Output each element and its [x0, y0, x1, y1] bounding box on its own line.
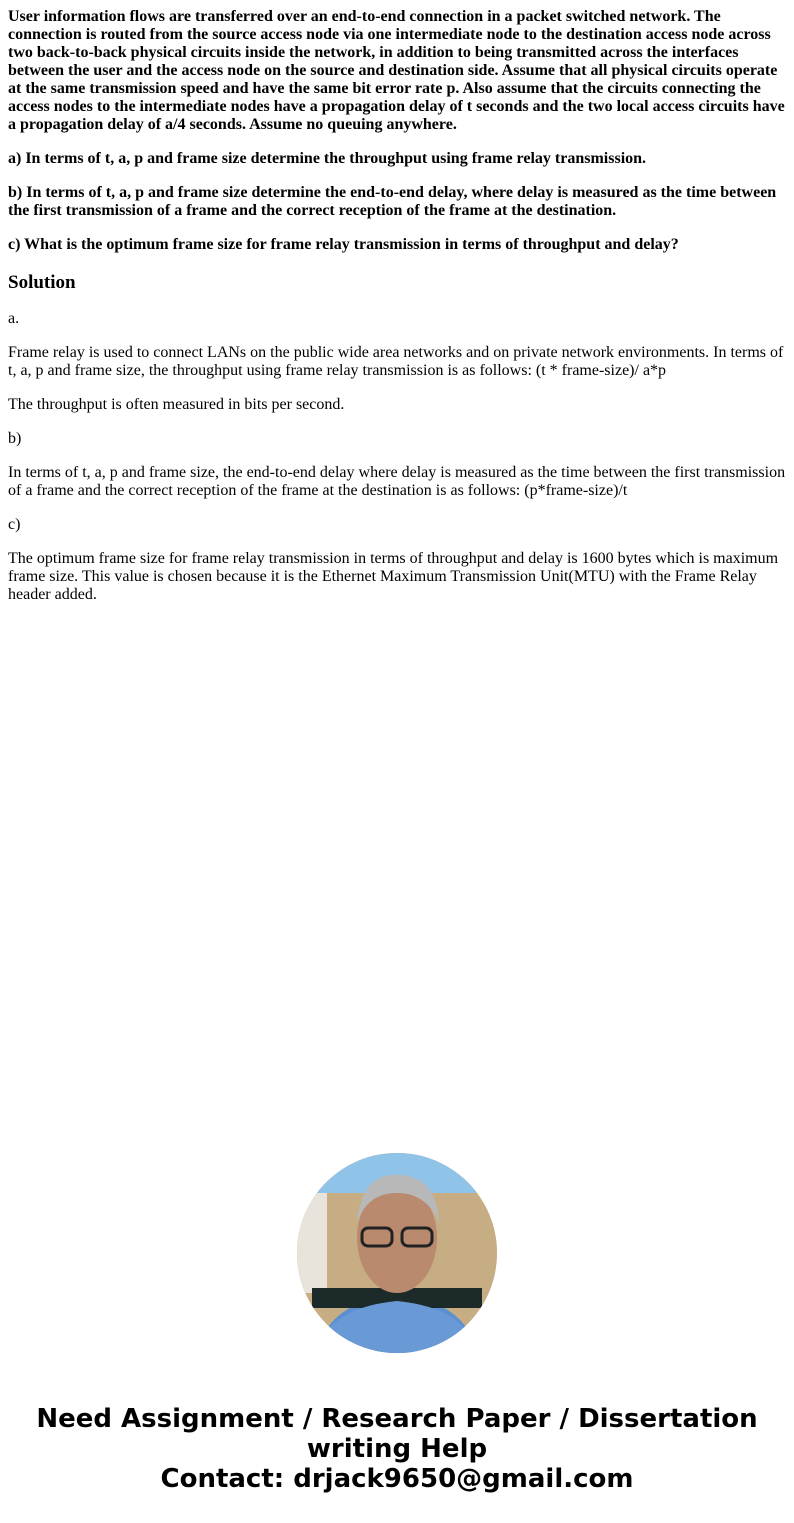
question-intro: User information flows are transferred over an end-to-end connection in a packet switched network. The connection is routed from the source access node via one intermediate node to the destination access node across two back-to-back physical circuits inside the network, in addition to being transmitted across the interfaces between the user and the access node on the source and destination side. Assume that all physical circuits operate at the same transmission speed and have the same bit error rate p. Also assume that the circuits connecting the access nodes to the intermediate nodes have a propagation delay of t seconds and the two local access circuits have a propagation delay of a/4 seconds. Assume no queuing anywhere. [8, 8, 785, 133]
footer-help-text: Need Assignment / Research Paper / Dissertation writing Help [36, 1404, 758, 1464]
answer-a-label: a. [8, 310, 20, 327]
answer-a-note: The throughput is often measured in bits per second. [8, 396, 345, 413]
document [0, 0, 794, 628]
footer-banner [0, 1404, 794, 1494]
question-c: c) What is the optimum frame size for frame relay transmission in terms of throughput and delay? [8, 236, 679, 253]
author-avatar [297, 1153, 497, 1353]
answer-c-label: c) [8, 516, 21, 533]
answer-b-label: b) [8, 430, 22, 447]
solution-heading: Solution [8, 272, 76, 293]
question-b: b) In terms of t, a, p and frame size determine the end-to-end delay, where delay is measured as the time between the first transmission of a frame and the correct reception of the frame at the destination. [8, 184, 777, 219]
answer-c-text: The optimum frame size for frame relay transmission in terms of throughput and delay is 1600 bytes which is maximum frame size. This value is chosen because it is the Ethernet Maximum Transmission Unit(MTU) with the Frame Relay header added. [8, 550, 779, 603]
question-a: a) In terms of t, a, p and frame size determine the throughput using frame relay transmission. [8, 150, 647, 167]
footer-contact: Contact: drjack9650@gmail.com [160, 1464, 634, 1494]
answer-a-text: Frame relay is used to connect LANs on the public wide area networks and on private network environments. In terms of t, a, p and frame size, the throughput using frame relay transmission is as follows: (t * frame-size)/ a*p [8, 344, 784, 379]
answer-b-text: In terms of t, a, p and frame size, the end-to-end delay where delay is measured as the time between the first transmission of a frame and the correct reception of the frame at the destination is as follows: (p*frame-size)/t [8, 464, 786, 499]
